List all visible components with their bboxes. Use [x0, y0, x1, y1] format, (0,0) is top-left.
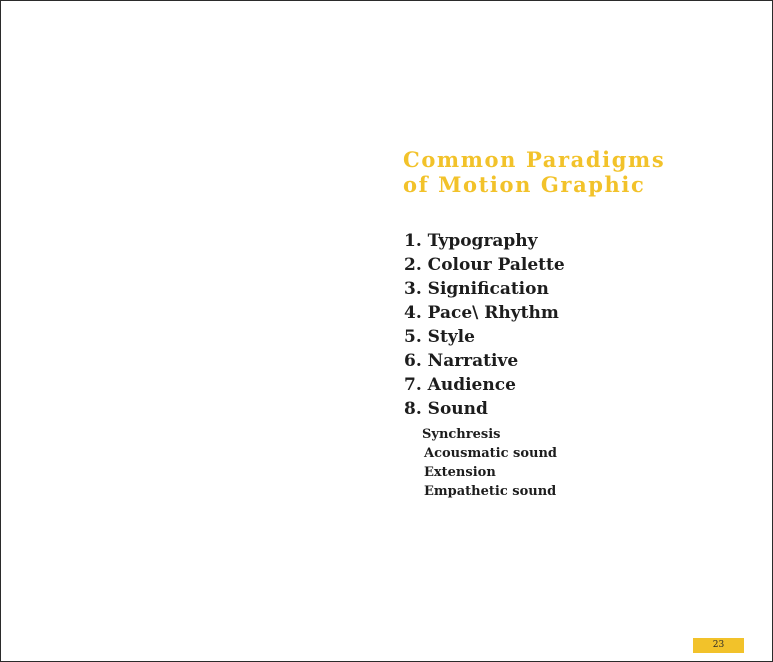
- title-line-2: of Motion Graphic: [403, 172, 646, 197]
- sound-subitem-list: [422, 425, 557, 501]
- list-item-signification: 3. Signification: [404, 279, 549, 299]
- sub-item-synchresis: Synchresis: [422, 427, 501, 442]
- list-item-typography: 1. Typography: [404, 231, 538, 251]
- paradigm-list: [404, 229, 565, 421]
- list-item-colour-palette: 2. Colour Palette: [404, 255, 565, 275]
- page-title: [403, 147, 665, 197]
- list-item-narrative: 6. Narrative: [404, 351, 519, 371]
- sub-item-extension: Extension: [424, 465, 496, 480]
- list-item-style: 5. Style: [404, 327, 475, 347]
- sub-item-empathetic-sound: Empathetic sound: [424, 484, 557, 499]
- list-item-pace-rhythm: 4. Pace\ Rhythm: [404, 303, 559, 323]
- sub-item-acousmatic-sound: Acousmatic sound: [424, 446, 557, 461]
- title-line-1: Common Paradigms: [403, 147, 666, 172]
- page-number-badge: [693, 638, 744, 653]
- list-item-sound: 8. Sound: [404, 399, 488, 419]
- list-item-audience: 7. Audience: [404, 375, 516, 395]
- page-number: 23: [712, 640, 725, 650]
